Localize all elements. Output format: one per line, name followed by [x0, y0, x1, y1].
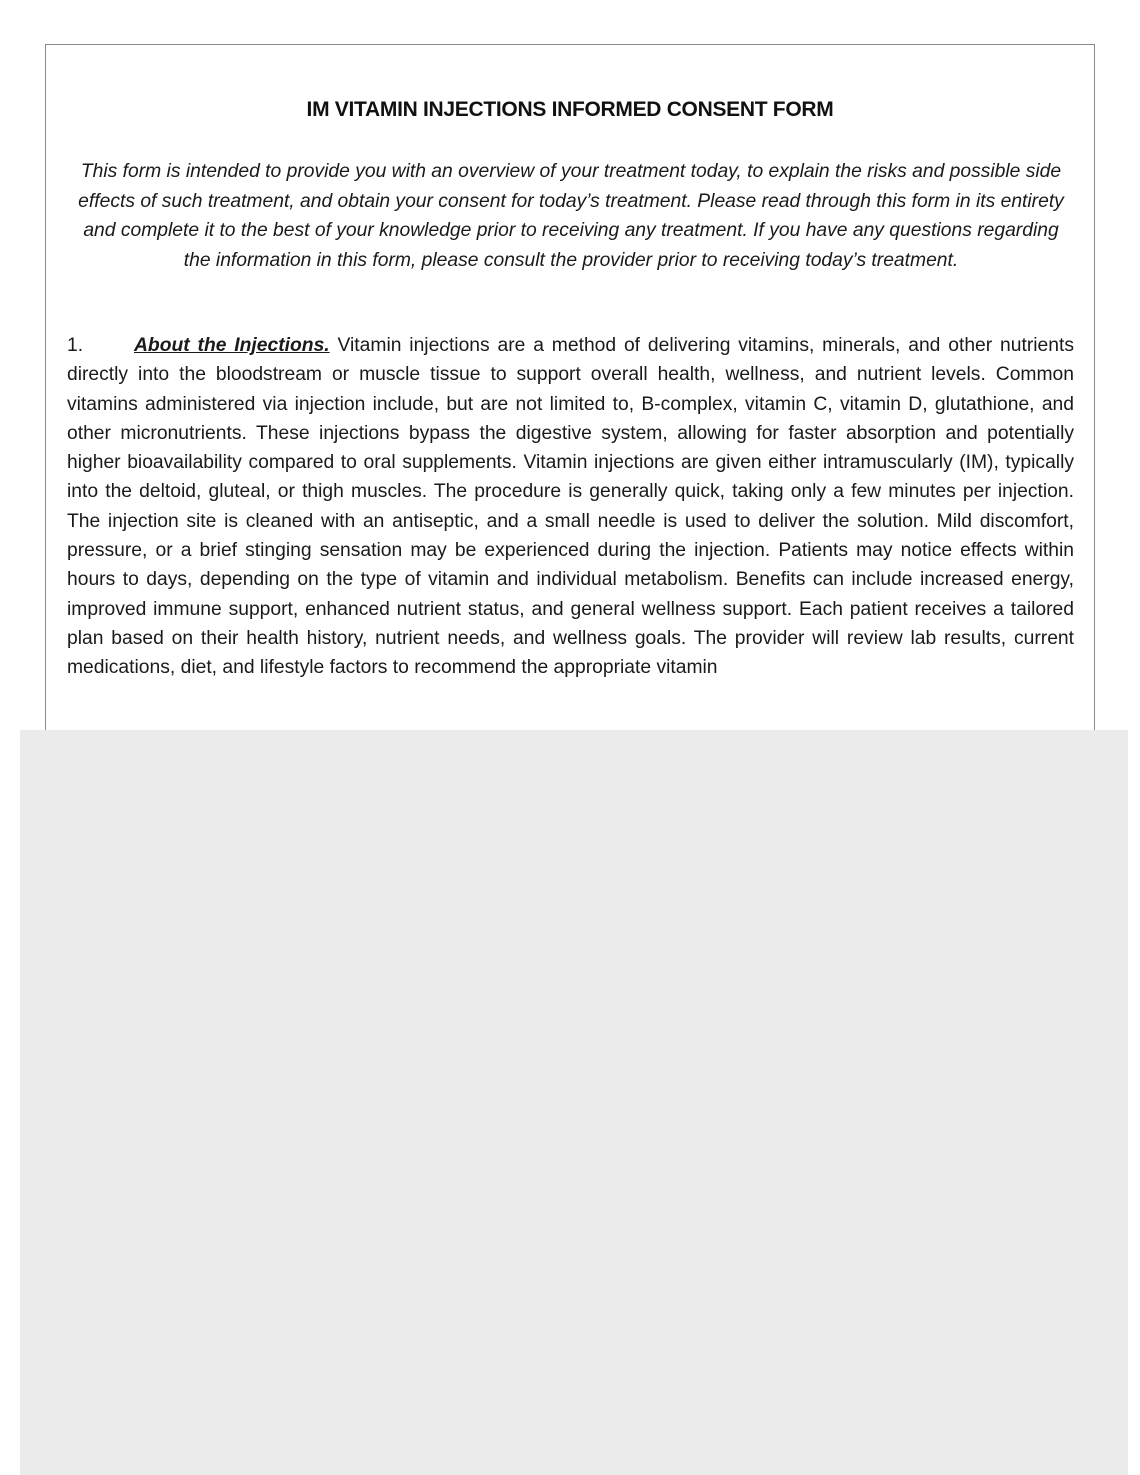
- preview-cover-overlay: [20, 730, 1128, 1475]
- document-title: IM VITAMIN INJECTIONS INFORMED CONSENT FORM: [306, 98, 834, 121]
- section-heading: About the Injections.: [134, 335, 330, 356]
- section-number: 1.: [67, 335, 84, 356]
- consent-form-document: [45, 44, 1095, 744]
- intro-paragraph: This form is intended to provide you with an overview of your treatment today, to explain the risks and possible side effects of such treatment, and obtain your consent for today’s treatment. Please read through this form in its entirety and complete it to the best of your knowledge prior to receiving any treatment. If you have any questions regarding the information in this form, please consult the provider prior to receiving today’s treatment.: [78, 161, 1064, 271]
- section-body: Vitamin injections are a method of delivering vitamins, minerals, and other nutrients directly into the bloodstream or muscle tissue to support overall health, wellness, and nutrient levels. Common vitamins administered via injection include, but are not limited to, B-complex, vitamin C, vitamin D, glutathione, and other micronutrients. These injections bypass the digestive system, allowing for faster absorption and potentially higher bioavailability compared to oral supplements. Vitamin injections are given either intramuscularly (IM), typically into the deltoid, gluteal, or thigh muscles. The procedure is generally quick, taking only a few minutes per injection. The injection site is cleaned with an antiseptic, and a small needle is used to deliver the solution. Mild discomfort, pressure, or a brief stinging sensation may be experienced during the injection. Patients may notice effects within hours to days, depending on the type of vitamin and individual metabolism. Benefits can include increased energy, improved immune support, enhanced nutrient status, and general wellness support. Each patient receives a tailored plan based on their health history, nutrient needs, and wellness goals. The provider will review lab results, current medications, diet, and lifestyle factors to recommend the appropriate vitamin: [67, 335, 1075, 679]
- section-about-injections: [67, 331, 1074, 683]
